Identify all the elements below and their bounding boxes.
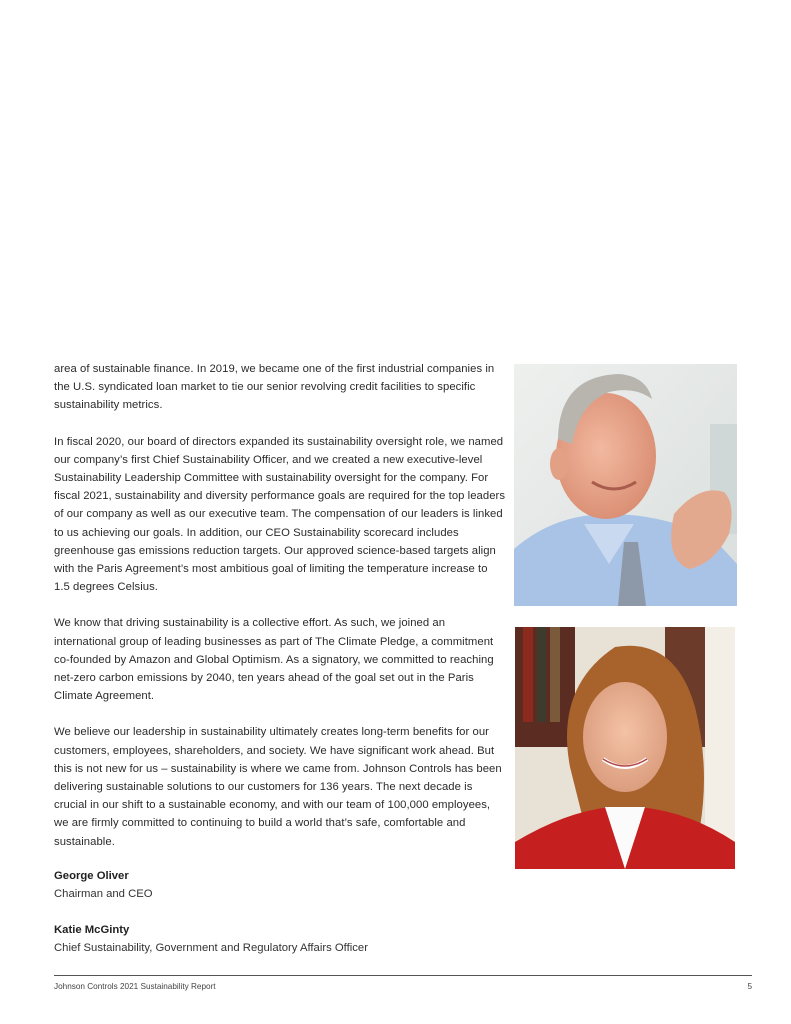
signatory-name: Katie McGinty [54, 924, 130, 936]
signatory-name: George Oliver [54, 870, 129, 882]
signatory-title: Chief Sustainability, Government and Regulatory Affairs Officer [54, 942, 368, 954]
signature-katie-mcginty [54, 921, 368, 957]
paragraph-leadership: We believe our leadership in sustainability ultimately creates long-term benefits for our customers, employees, shareholders, and society. We have significant work ahead. But this is not new for us – sustainability is where we came from. Johnson Controls has been delivering sustainable solutions to our customers for 136 years. The next decade is crucial in our shift to a sustainable economy, and with our team of 100,000 employees, we are firmly committed to continuing to build a world that’s safe, comfortable and sustainable. [54, 726, 502, 848]
signatory-title: Chairman and CEO [54, 888, 153, 900]
paragraph-climate-pledge: We know that driving sustainability is a collective effort. As such, we joined an international group of leading businesses as part of The Climate Pledge, a commitment co-founded by Amazon and Global Optimism. As a signatory, we committed to reaching net-zero carbon emissions by 2040, ten years ahead of the goal set out in the Paris Climate Agreement. [54, 617, 494, 703]
footer-report-title: Johnson Controls 2021 Sustainability Report [54, 982, 216, 991]
signature-george-oliver [54, 867, 153, 903]
paragraph-board-oversight: In fiscal 2020, our board of directors expanded its sustainability oversight role, we named our company’s first Chief Sustainability Officer, and we created a new executive-level Sustainability Leadership Committee with sustainability oversight for the company. For fiscal 2021, sustainability and diversity performance goals are required for the top leaders of our company as well as our executive team. The compensation of our leaders is linked to us achieving our goals. In addition, our CEO Sustainability scorecard includes greenhouse gas emissions reduction targets. Our approved science-based targets align with the Paris Agreement’s most ambitious goal of limiting the temperature increase to 1.5 degrees Celsius. [54, 435, 506, 594]
body-text [54, 360, 506, 869]
george-oliver-photo [514, 364, 737, 606]
page-number: 5 [747, 982, 752, 991]
paragraph-sustainable-finance: area of sustainable finance. In 2019, we became one of the first industrial companies in the U.S. syndicated loan market to tie our senior revolving credit facilities to specific sustainability metrics. [54, 363, 495, 412]
katie-mcginty-photo [515, 627, 735, 869]
footer-divider [54, 975, 752, 976]
